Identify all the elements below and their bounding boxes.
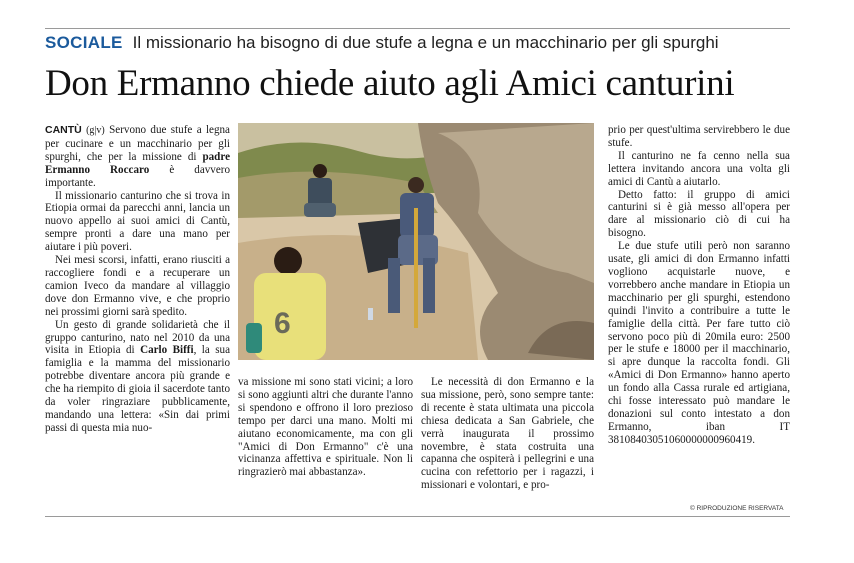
headline: Don Ermanno chiede aiuto agli Amici canturini: [45, 63, 735, 104]
jersey-number: 6: [274, 307, 291, 340]
top-rule: [45, 28, 790, 29]
paragraph: Il canturino ne fa cenno nella sua lettera invitando ancora una volta gli amici di Cantù a aiutarlo.: [608, 149, 790, 188]
column-1: [45, 124, 230, 435]
section-label: SOCIALE: [45, 33, 123, 52]
paragraph: Il missionario canturino che si trova in Etiopia ormai da parecchi anni, lancia un nuovo appello ai suoi amici di Cantù, sempre pronti a dare una mano per aiutare i più poveri.: [45, 189, 230, 254]
column-3: [421, 376, 594, 492]
text: , la sua famiglia e la mamma del missionario potrebbe diventare ancora più grande e che ha riempito di gioia il sacerdote tanto da voler ringraziare pubblicamente, mandando una lettera: «Sin dai primi passi di questa mia nuo-: [45, 344, 230, 434]
kicker-line: [45, 33, 790, 57]
text: è davvero importante.: [45, 163, 230, 189]
copyright-notice: © RIPRODUZIONE RISERVATA: [690, 505, 784, 512]
dateline: CANTÙ: [45, 124, 82, 136]
paragraph: Detto fatto: il gruppo di amici canturini si è già messo all'opera per dare al missionario ciò di cui ha bisogno.: [608, 188, 790, 240]
article-photo: [238, 123, 594, 360]
paragraph: Le necessità di don Ermanno e la sua missione, però, sono sempre tante: di recente è stata ultimata una piccola chiesa dedicata a San Gabriele, che verrà inaugurata il prossimo novembre, è stata costruita una capanna che ospiterà i pellegrini e una cucina con refettorio per i ragazzi, i missionari e volontari, e pro-: [421, 376, 594, 492]
column-2: [238, 376, 413, 479]
person-name: Carlo Biffi: [140, 344, 194, 357]
byline: (g|v): [86, 125, 105, 136]
text: Un gesto di grande solidarietà che il gruppo canturino, nato nel 2010 da una visita in Etiopia di: [45, 318, 230, 357]
bottom-rule: [45, 516, 790, 517]
column-4: [608, 124, 790, 447]
text: Servono due stufe a legna per cucinare e un macchinario per gli spurghi, che per la missione di: [45, 124, 230, 163]
paragraph: prio per quest'ultima servirebbero le due stufe.: [608, 124, 790, 149]
paragraph-intro: [45, 124, 230, 190]
kicker-text: Il missionario ha bisogno di due stufe a legna e un macchinario per gli spurghi: [132, 33, 719, 52]
paragraph: [45, 319, 230, 435]
person-name: padre Ermanno Roccaro: [45, 150, 230, 176]
paragraph: Le due stufe utili però non saranno usate, gli amici di don Ermanno infatti vogliono acquistarle nuove, e vorrebbero anche mandare in Etiopia un macchinario per gli spurghi, estendono quindi l'invito a contribuire a tutte le famiglie della città. Per fare tutto ciò servono poco più di 20mila euro: 2500 per le stufe e 18000 per il macchinario, si apre dunque la raccolta fondi. Gli «Amici di Don Ermanno» hanno aperto un fondo alla Cassa rurale ed artigiana, chi fosse interessato può mandare le donazioni sul conto intestato a don Ermanno, iban IT 38108403051060000000960419.: [608, 240, 790, 446]
paragraph: va missione mi sono stati vicini; a loro si sono aggiunti altri che durante l'anno si spendono e offrono il loro prezioso tempo per darci una mano. Molti mi aiutano economicamente, ma con gli "Amici di Don Ermanno" c'è una vicinanza affettiva e spirituale. Non li ringrazierò mai abbastanza».: [238, 376, 413, 479]
paragraph: Nei mesi scorsi, infatti, erano riusciti a raccogliere fondi e a recuperare un camion Iveco da mandare al villaggio dove don Ermanno vive, e che proprio nei prossimi giorni sarà spedito.: [45, 254, 230, 318]
